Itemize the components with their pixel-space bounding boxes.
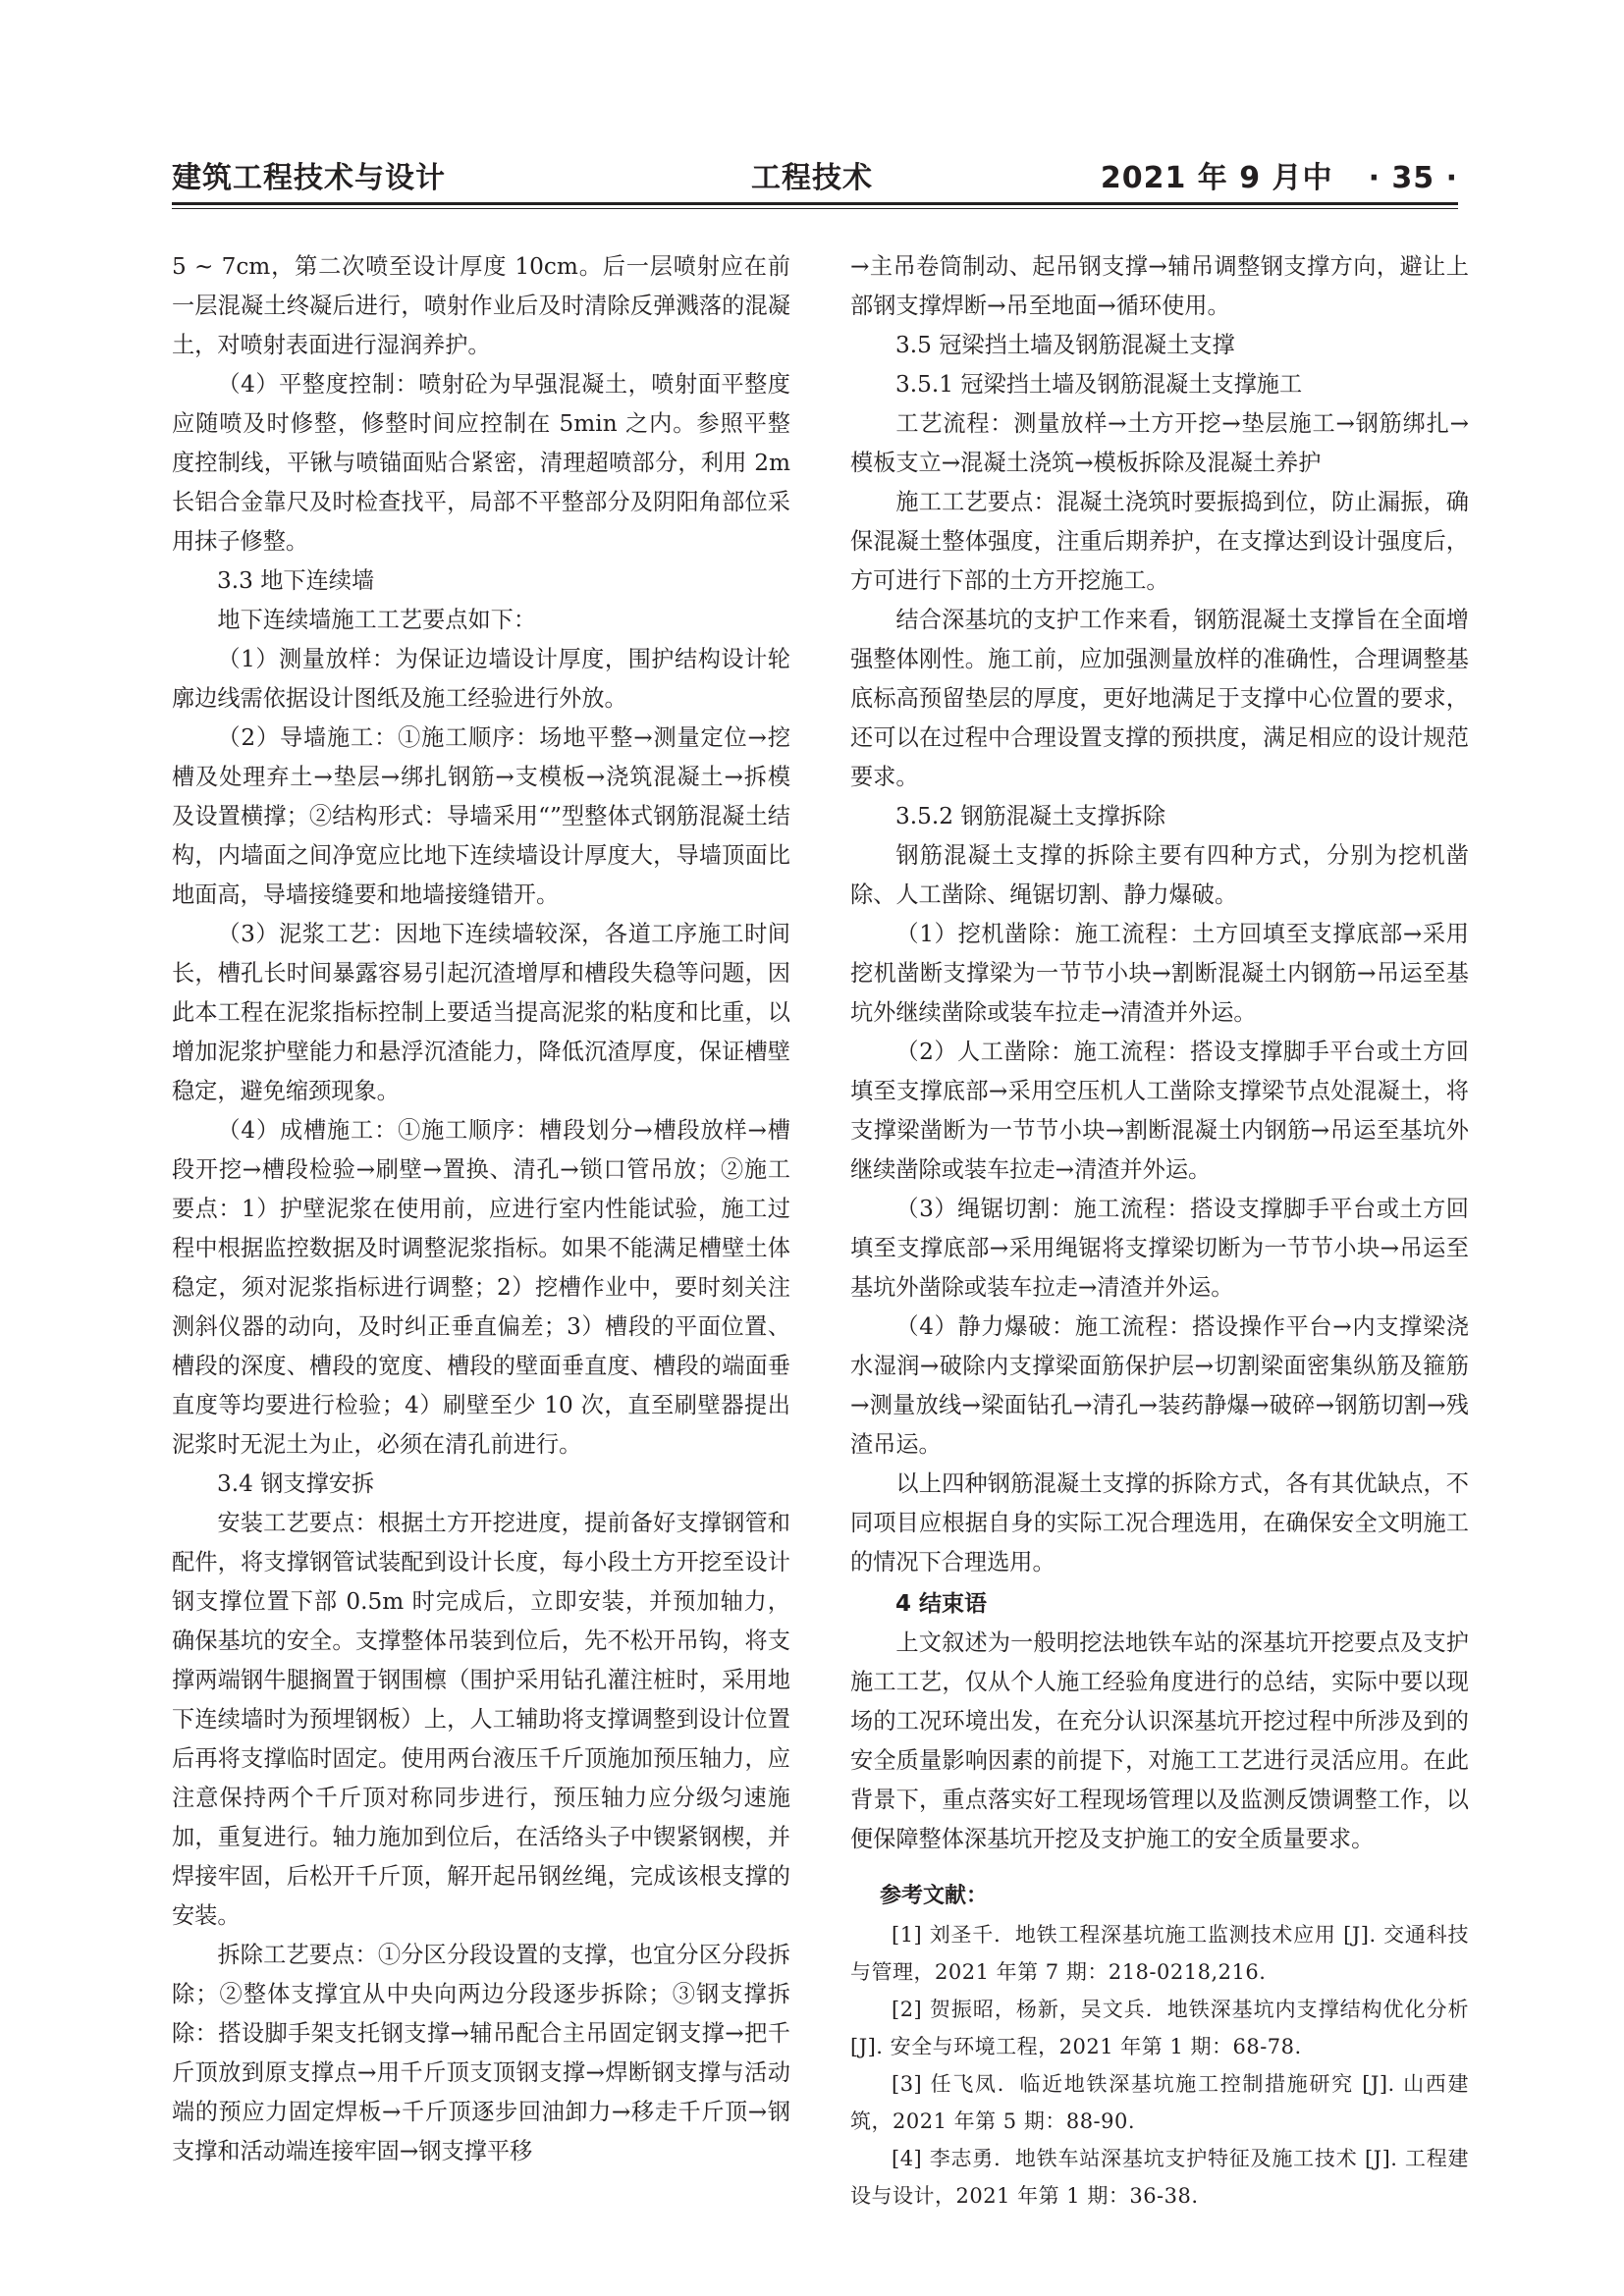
- section-heading: 4 结束语: [895, 1591, 988, 1617]
- section-title: 工程技术: [751, 161, 873, 195]
- reference-item: [4] 李志勇．地铁车站深基坑支护特征及施工技术 [J]. 工程建设与设计，2021 年第 1 期：36-38.: [850, 2147, 1469, 2208]
- paragraph: 施工工艺要点：混凝土浇筑时要振捣到位，防止漏振，确保混凝土整体强度，注重后期养护，在支撑达到设计强度后，方可进行下部的土方开挖施工。: [850, 489, 1469, 594]
- paragraph: （3）绳锯切割：施工流程：搭设支撑脚手平台或土方回填至支撑底部→采用绳锯将支撑梁切断为一节节小块→吊运至基坑外凿除或装车拉走→清渣并外运。: [850, 1196, 1469, 1301]
- issue-info: [1101, 153, 1458, 196]
- page-header: [172, 147, 1458, 196]
- paragraph: （1）挖机凿除：施工流程：土方回填至支撑底部→采用挖机凿断支撑梁为一节节小块→割断混凝土内钢筋→吊运至基坑外继续凿除或装车拉走→清渣并外运。: [850, 921, 1469, 1026]
- references-title: 参考文献：: [880, 1884, 989, 1908]
- subsection-heading: 3.5 冠梁挡土墙及钢筋混凝土支撑: [895, 332, 1235, 358]
- paragraph: 结合深基坑的支护工作来看，钢筋混凝土支撑旨在全面增强整体刚性。施工前，应加强测量放样的准确性，合理调整基底标高预留垫层的厚度，更好地满足于支撑中心位置的要求，还可以在过程中合理设置支撑的预拱度，满足相应的设计规范要求。: [850, 607, 1469, 790]
- right-column: [850, 247, 1469, 2215]
- reference-item: [2] 贺振昭，杨新，吴文兵．地铁深基坑内支撑结构优化分析 [J]. 安全与环境工程，2021 年第 1 期：68-78.: [850, 1998, 1469, 2058]
- page-number: · 35 ·: [1368, 161, 1458, 195]
- paragraph: 以上四种钢筋混凝土支撑的拆除方式，各有其优缺点，不同项目应根据自身的实际工况合理选用，在确保安全文明施工的情况下合理选用。: [850, 1470, 1469, 1575]
- paragraph: （1）测量放样：为保证边墙设计厚度，围护结构设计轮廓边线需依据设计图纸及施工经验进行外放。: [172, 646, 790, 712]
- subsection-heading: 3.4 钢支撑安拆: [217, 1470, 375, 1497]
- paragraph: 地下连续墙施工工艺要点如下：: [217, 607, 537, 633]
- paragraph: →主吊卷筒制动、起吊钢支撑→辅吊调整钢支撑方向，避让上部钢支撑焊断→吊至地面→循环使用。: [850, 253, 1469, 319]
- reference-item: [1] 刘圣千．地铁工程深基坑施工监测技术应用 [J]. 交通科技与管理，2021 年第 7 期：218-0218,216.: [850, 1923, 1469, 1984]
- paragraph: （4）成槽施工：①施工顺序：槽段划分→槽段放样→槽段开挖→槽段检验→刷壁→置换、清孔→锁口管吊放；②施工要点：1）护壁泥浆在使用前，应进行室内性能试验，施工过程中根据监控数据及时调整泥浆指标。如果不能满足槽壁土体稳定，须对泥浆指标进行调整；2）挖槽作业中，要时刻关注测斜仪器的动向，及时纠正垂直偏差；3）槽段的平面位置、槽段的深度、槽段的宽度、槽段的壁面垂直度、槽段的端面垂直度等均要进行检验；4）刷壁至少 10 次，直至刷壁器提出泥浆时无泥土为止，必须在清孔前进行。: [172, 1117, 790, 1458]
- reference-item: [3] 任飞凤．临近地铁深基坑施工控制措施研究 [J]. 山西建筑，2021 年第 5 期：88-90.: [850, 2072, 1469, 2133]
- header-rule-thick: [172, 202, 1458, 205]
- paragraph: 安装工艺要点：根据土方开挖进度，提前备好支撑钢管和配件，将支撑钢管试装配到设计长度，每小段土方开挖至设计钢支撑位置下部 0.5m 时完成后，立即安装，并预加轴力，确保基坑的安全。支撑整体吊装到位后，先不松开吊钩，将支撑两端钢牛腿搁置于钢围檩（围护采用钻孔灌注桩时，采用地下连续墙时为预埋钢板）上，人工辅助将支撑调整到设计位置后再将支撑临时固定。使用两台液压千斤顶施加预压轴力，应注意保持两个千斤顶对称同步进行，预压轴力应分级匀速施加，重复进行。轴力施加到位后，在活络头子中锲紧钢楔，并焊接牢固，后松开千斤顶，解开起吊钢丝绳，完成该根支撑的安装。: [172, 1510, 790, 1929]
- paragraph: 5 ~ 7cm，第二次喷至设计厚度 10cm。后一层喷射应在前一层混凝土终凝后进行，喷射作业后及时清除反弹溅落的混凝土，对喷射表面进行湿润养护。: [172, 253, 790, 358]
- paragraph: （2）人工凿除：施工流程：搭设支撑脚手平台或土方回填至支撑底部→采用空压机人工凿除支撑梁节点处混凝土，将支撑梁凿断为一节节小块→割断混凝土内钢筋→吊运至基坑外继续凿除或装车拉走→清渣并外运。: [850, 1039, 1469, 1183]
- subsection-heading: 3.5.2 钢筋混凝土支撑拆除: [895, 803, 1166, 829]
- paragraph: （4）静力爆破：施工流程：搭设操作平台→内支撑梁浇水湿润→破除内支撑梁面筋保护层→切割梁面密集纵筋及箍筋→测量放线→梁面钻孔→清孔→装药静爆→破碎→钢筋切割→残渣吊运。: [850, 1313, 1469, 1458]
- header-rule-thin: [172, 208, 1458, 209]
- paragraph: 拆除工艺要点：①分区分段设置的支撑，也宜分区分段拆除；②整体支撑宜从中央向两边分段逐步拆除；③钢支撑拆除：搭设脚手架支托钢支撑→辅吊配合主吊固定钢支撑→把千斤顶放到原支撑点→用千斤顶支顶钢支撑→焊断钢支撑与活动端的预应力固定焊板→千斤顶逐步回油卸力→移走千斤顶→钢支撑和活动端连接牢固→钢支撑平移: [172, 1942, 790, 2164]
- paragraph: （2）导墙施工：①施工顺序：场地平整→测量定位→挖槽及处理弃土→垫层→绑扎钢筋→支模板→浇筑混凝土→拆模及设置横撑；②结构形式：导墙采用“”型整体式钢筋混凝土结构，内墙面之间净宽应比地下连续墙设计厚度大，导墙顶面比地面高，导墙接缝要和地墙接缝错开。: [172, 724, 790, 908]
- journal-title: 建筑工程技术与设计: [172, 161, 446, 195]
- paragraph: 钢筋混凝土支撑的拆除主要有四种方式，分别为挖机凿除、人工凿除、绳锯切割、静力爆破。: [850, 842, 1469, 908]
- issue-date: 2021 年 9 月中: [1100, 161, 1333, 195]
- paragraph: （3）泥浆工艺：因地下连续墙较深，各道工序施工时间长，槽孔长时间暴露容易引起沉渣增厚和槽段失稳等问题，因此本工程在泥浆指标控制上要适当提高泥浆的粘度和比重，以增加泥浆护壁能力和悬浮沉渣能力，降低沉渣厚度，保证槽壁稳定，避免缩颈现象。: [172, 921, 790, 1104]
- subsection-heading: 3.3 地下连续墙: [217, 567, 375, 594]
- paragraph: 工艺流程：测量放样→土方开挖→垫层施工→钢筋绑扎→模板支立→混凝土浇筑→模板拆除及混凝土养护: [850, 410, 1469, 476]
- paragraph: 上文叙述为一般明挖法地铁车站的深基坑开挖要点及支护施工工艺，仅从个人施工经验角度进行的总结，实际中要以现场的工况环境出发，在充分认识深基坑开挖过程中所涉及到的安全质量影响因素的前提下，对施工工艺进行灵活应用。在此背景下，重点落实好工程现场管理以及监测反馈调整工作，以便保障整体深基坑开挖及支护施工的安全质量要求。: [850, 1629, 1469, 1852]
- subsection-heading: 3.5.1 冠梁挡土墙及钢筋混凝土支撑施工: [895, 371, 1303, 398]
- paragraph: （4）平整度控制：喷射砼为早强混凝土，喷射面平整度应随喷及时修整，修整时间应控制在 5min 之内。参照平整度控制线，平锹与喷锚面贴合紧密，清理超喷部分，利用 2m 长铝合金靠尺及时检查找平，局部不平整部分及阴阳角部位采用抹子修整。: [172, 371, 790, 555]
- left-column: [172, 247, 790, 2171]
